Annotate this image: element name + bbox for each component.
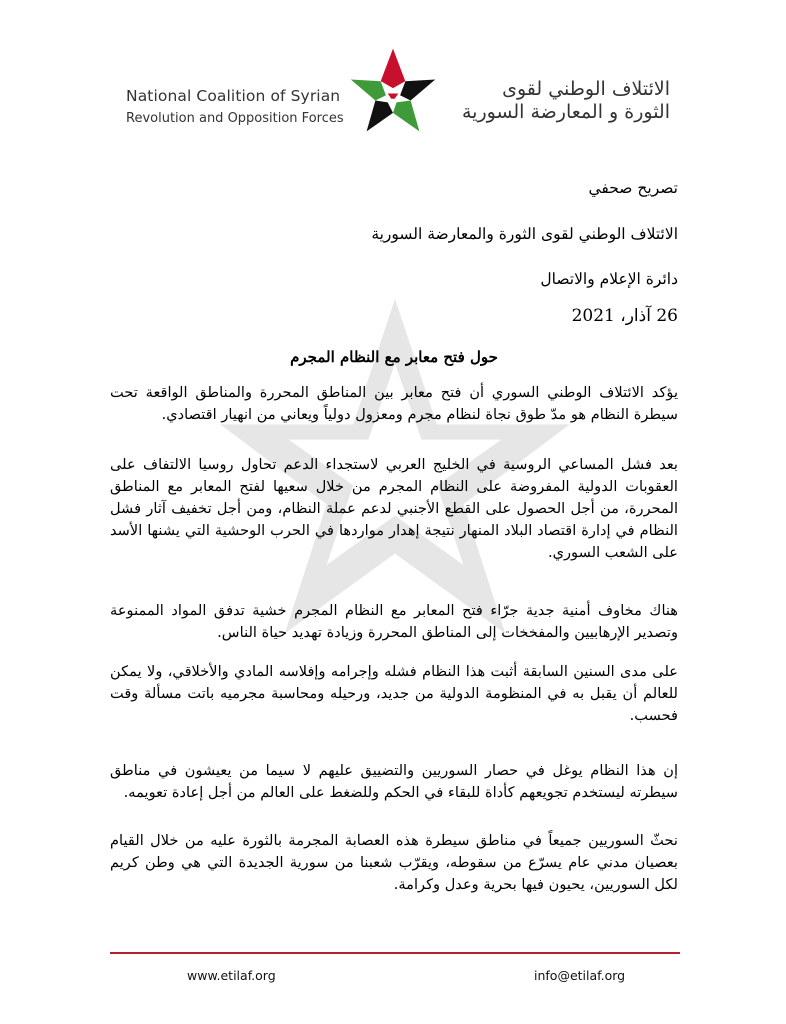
english-org-name bbox=[126, 88, 346, 127]
footer-divider bbox=[110, 952, 680, 954]
document-type: تصريح صحفي bbox=[588, 179, 678, 197]
footer-email-link[interactable]: info@etilaf.org bbox=[534, 968, 626, 983]
paragraph-5: إن هذا النظام يوغل في حصار السوريين والتضييق عليهم لا سيما من يعيشون في مناطق سيطرته ليستخدم تجويعهم كأداة للبقاء في الحكم وللضغط على العالم من أجل إعادة تعويمه. bbox=[110, 762, 678, 801]
paragraph-3: هناك مخاوف أمنية جدية جرّاء فتح المعابر مع النظام المجرم خشية تدفق المواد الممنوعة وتصدير الإرهابيين والمفخخات إلى المناطق المحررة وزيادة تهديد حياة الناس. bbox=[110, 602, 678, 641]
paragraph-1: يؤكد الائتلاف الوطني السوري أن فتح معابر بين المناطق المحررة والمناطق الواقعة تحت سيطرة النظام هو مدّ طوق نجاة لنظام مجرم ومعزول دولياً ويعاني من انهيار اقتصادي. bbox=[110, 384, 678, 423]
letterhead bbox=[0, 0, 786, 150]
arabic-name-line2: الثورة و المعارضة السورية bbox=[461, 101, 670, 123]
footer-website-link[interactable]: www.etilaf.org bbox=[187, 968, 276, 983]
issuing-department: دائرة الإعلام والاتصال bbox=[540, 270, 678, 288]
english-name-line1: National Coalition of Syrian bbox=[126, 87, 341, 105]
paragraph-6: نحثّ السوريين جميعاً في مناطق سيطرة هذه العصابة المجرمة بالثورة عليه من خلال القيام بعصيان مدني عام يسرّع من سقوطه، ويقرّب شعبنا من سورية الجديدة التي هي وطن كريم لكل السوريين، يحيون فيها بحرية وعدل وكرامة. bbox=[110, 832, 678, 893]
english-name-line2: Revolution and Opposition Forces bbox=[126, 110, 344, 126]
arabic-name-line1: الائتلاف الوطني لقوى bbox=[502, 78, 670, 100]
document-date: 26 آذار، 2021 bbox=[571, 306, 678, 326]
issuing-organization: الائتلاف الوطني لقوى الثورة والمعارضة السورية bbox=[371, 225, 678, 243]
star-logo-icon bbox=[348, 46, 438, 134]
paragraph-4: على مدى السنين السابقة أثبت هذا النظام فشله وإجرامه وإفلاسه المادي والأخلاقي، ولا يمكن للعالم أن يقبل به في المنظومة الدولية من جديد، ورحيله ومحاسبة مجرميه باتت مسألة وقت فحسب. bbox=[110, 663, 678, 724]
arabic-org-name bbox=[440, 78, 670, 123]
statement-title: حول فتح معابر مع النظام المجرم bbox=[290, 348, 498, 366]
paragraph-2: بعد فشل المساعي الروسية في الخليج العربي لاستجداء الدعم تحاول روسيا الالتفاف على العقوبات الدولية المفروضة على النظام المجرم من خلال سعيها لفتح المعابر مع المناطق المحررة، من أجل الحصول على القطع الأجنبي لدعم عملة النظام، ومن أجل تخفيف آثار فشل النظام في إدارة اقتصاد البلاد المنهار نتيجة إهدار مواردها في الحرب الوحشية التي يشنها الأسد على الشعب السوري. bbox=[110, 456, 678, 561]
